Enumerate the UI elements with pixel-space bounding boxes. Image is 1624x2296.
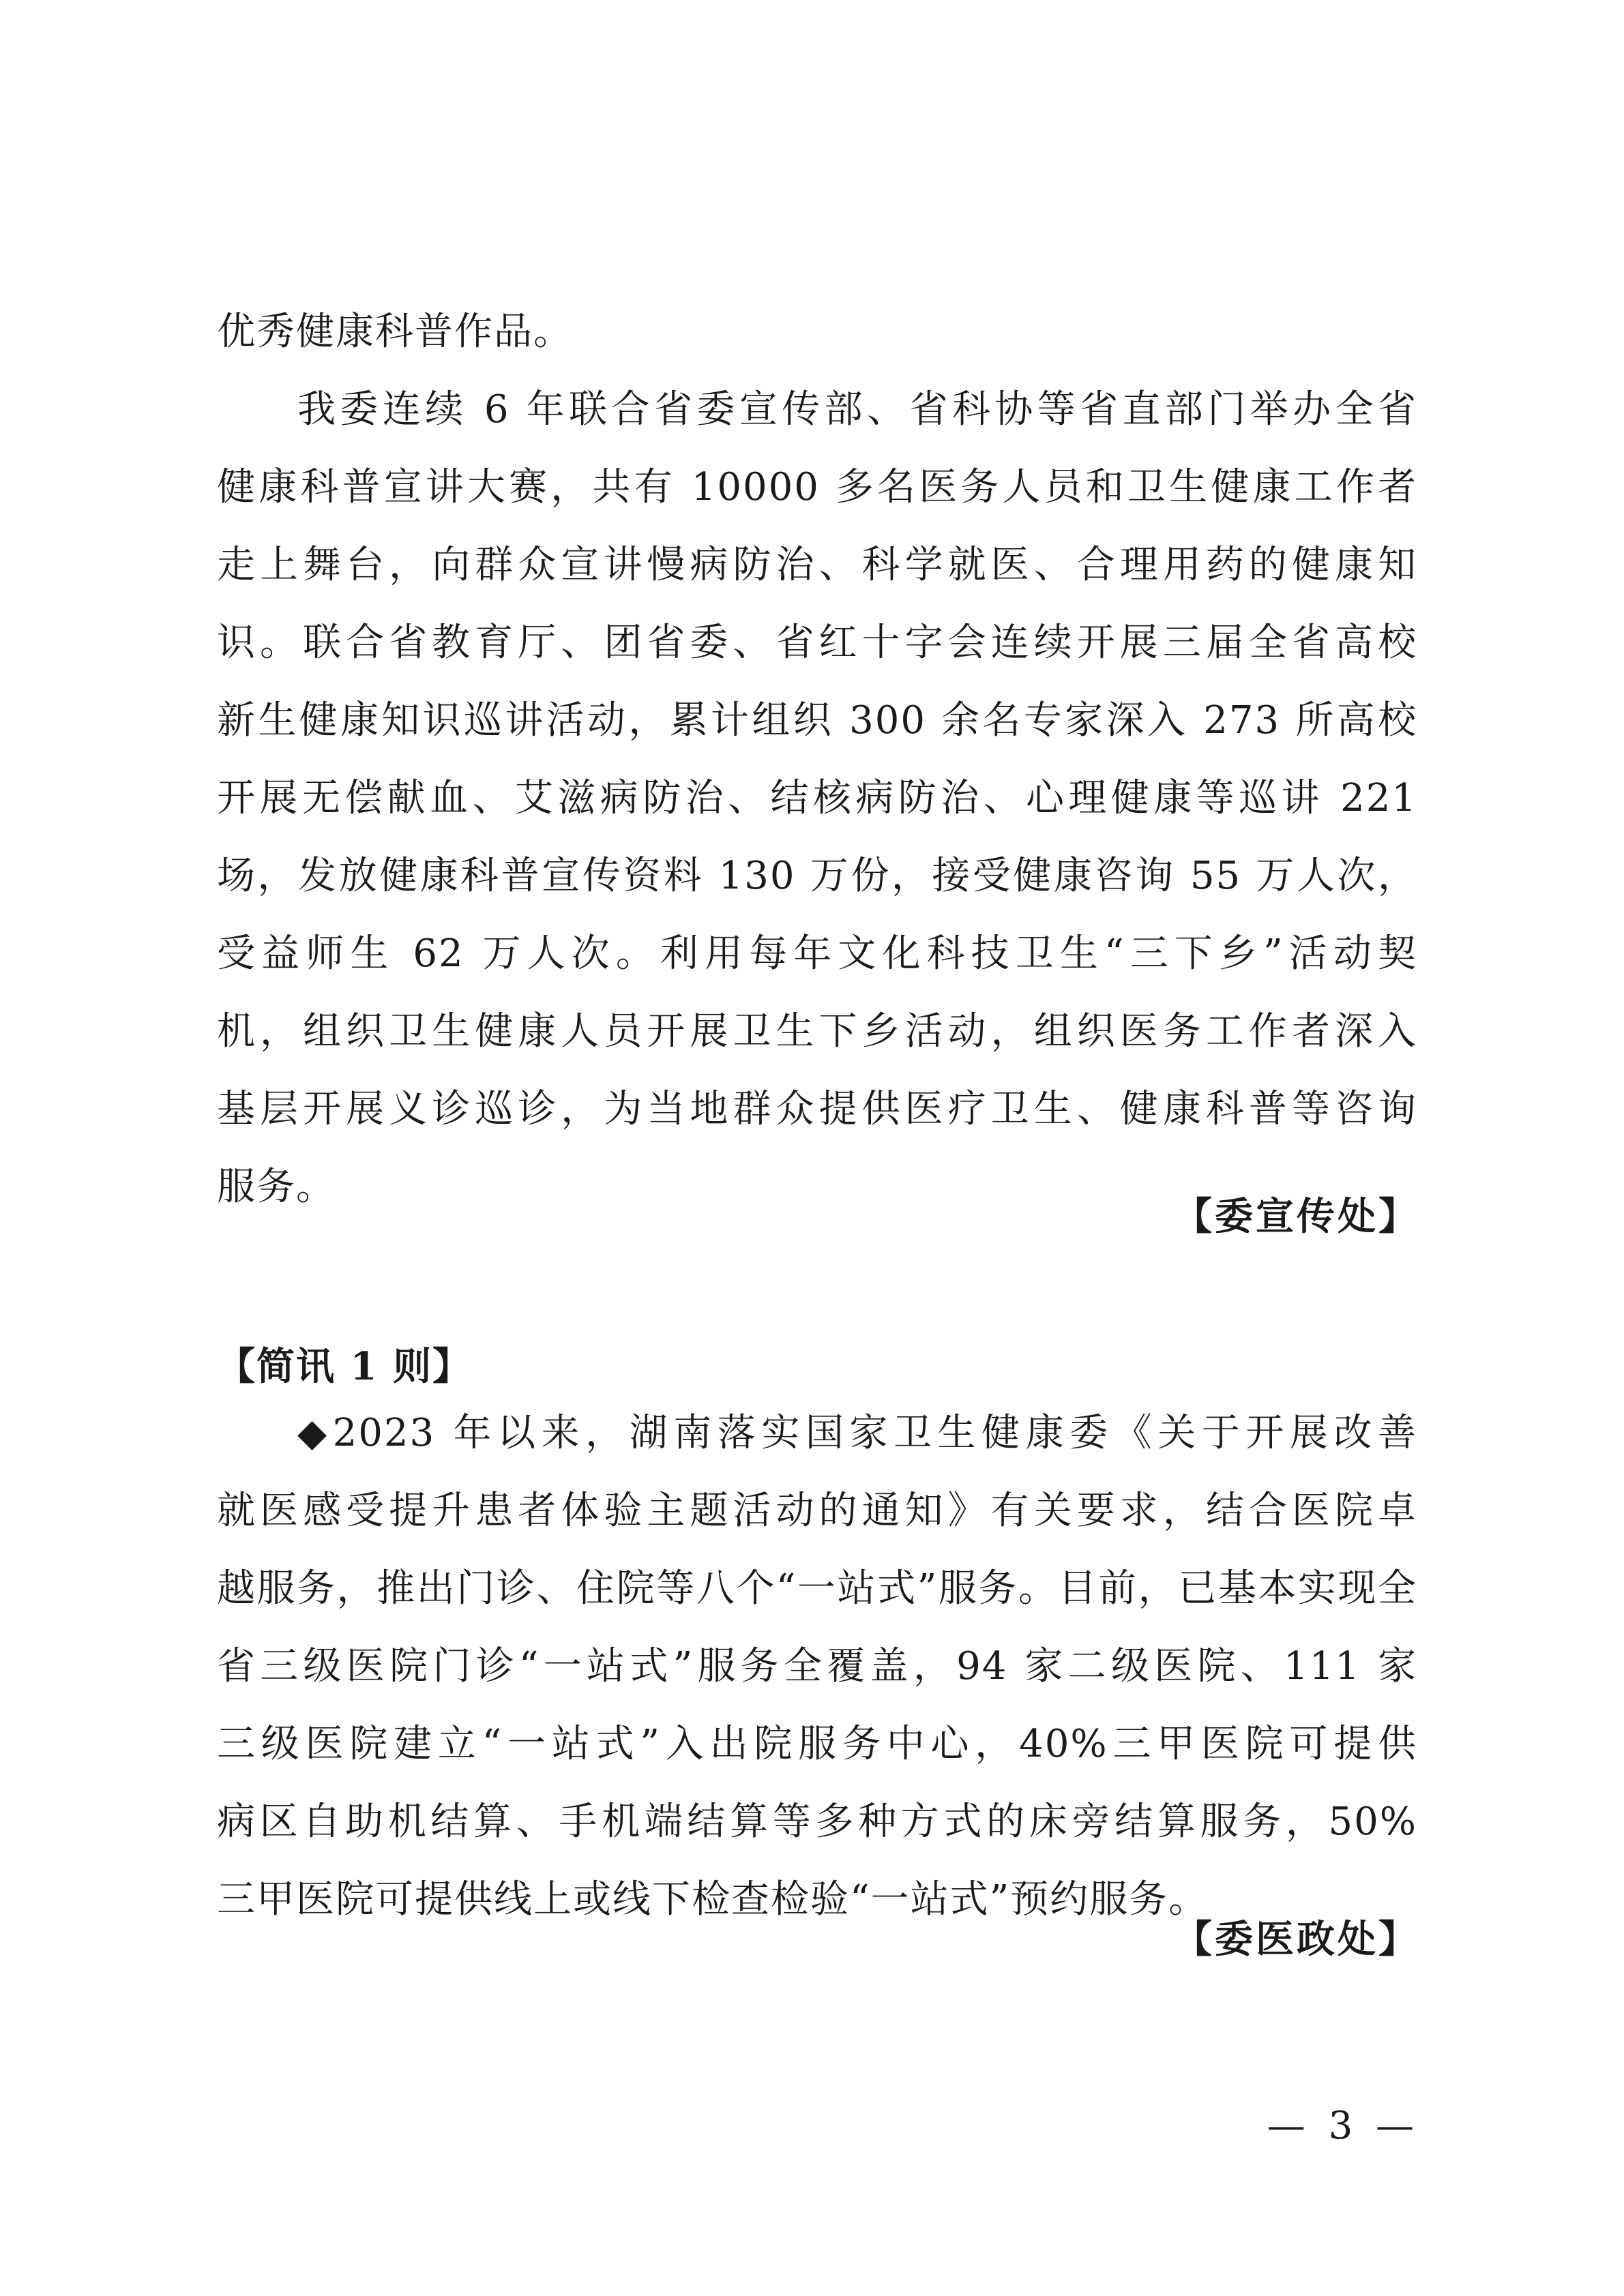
section-heading: 【简讯 1 则】 [217, 1344, 472, 1389]
paragraph-line: 越服务，推出门诊、住院等八个“一站式”服务。目前，已基本实现全 [217, 1566, 1417, 1611]
paragraph-line: 三甲医院可提供线上或线下检查检验“一站式”预约服务。 [217, 1877, 1209, 1922]
page-number: — 3 — [1267, 2104, 1419, 2148]
paragraph-line: 场，发放健康科普宣传资料 130 万份，接受健康咨询 55 万人次， [217, 854, 1417, 898]
paragraph-line: 健康科普宣讲大赛，共有 10000 多名医务人员和卫生健康工作者 [217, 465, 1417, 509]
paragraph-line: 三级医院建立“一站式”入出院服务中心，40%三甲医院可提供 [217, 1722, 1417, 1766]
paragraph-line: 新生健康知识巡讲活动，累计组织 300 余名专家深入 273 所高校 [217, 698, 1417, 743]
paragraph-line: 服务。 [217, 1165, 336, 1209]
article-body [217, 293, 1417, 1226]
paragraph-line: 就医感受提升患者体验主题活动的通知》有关要求，结合医院卓 [217, 1489, 1417, 1533]
paragraph-line: 我委连续 6 年联合省委宣传部、省科协等省直部门举办全省 [297, 387, 1417, 432]
paragraph-line: 机，组织卫生健康人员开展卫生下乡活动，组织医务工作者深入 [217, 1009, 1417, 1054]
paragraph-line: 省三级医院门诊“一站式”服务全覆盖，94 家二级医院、111 家 [217, 1644, 1417, 1688]
paragraph-line: 识。联合省教育厅、团省委、省红十字会连续开展三届全省高校 [217, 621, 1417, 665]
paragraph-line: ◆2023 年以来，湖南落实国家卫生健康委《关于开展改善 [297, 1411, 1417, 1455]
source-attribution: 【委宣传处】 [1174, 1194, 1419, 1239]
paragraph-line: 走上舞台，向群众宣讲慢病防治、科学就医、合理用药的健康知 [217, 543, 1417, 587]
paragraph-line: 基层开展义诊巡诊，为当地群众提供医疗卫生、健康科普等咨询 [217, 1087, 1417, 1131]
paragraph-line: 开展无偿献血、艾滋病防治、结核病防治、心理健康等巡讲 221 [217, 776, 1417, 820]
paragraph-line: 病区自助机结算、手机端结算等多种方式的床旁结算服务，50% [217, 1800, 1417, 1844]
paragraph-line: 优秀健康科普作品。 [217, 310, 573, 354]
paragraph-line: 受益师生 62 万人次。利用每年文化科技卫生“三下乡”活动契 [217, 931, 1417, 976]
brief-body [217, 1395, 1417, 1939]
source-attribution: 【委医政处】 [1174, 1917, 1419, 1962]
